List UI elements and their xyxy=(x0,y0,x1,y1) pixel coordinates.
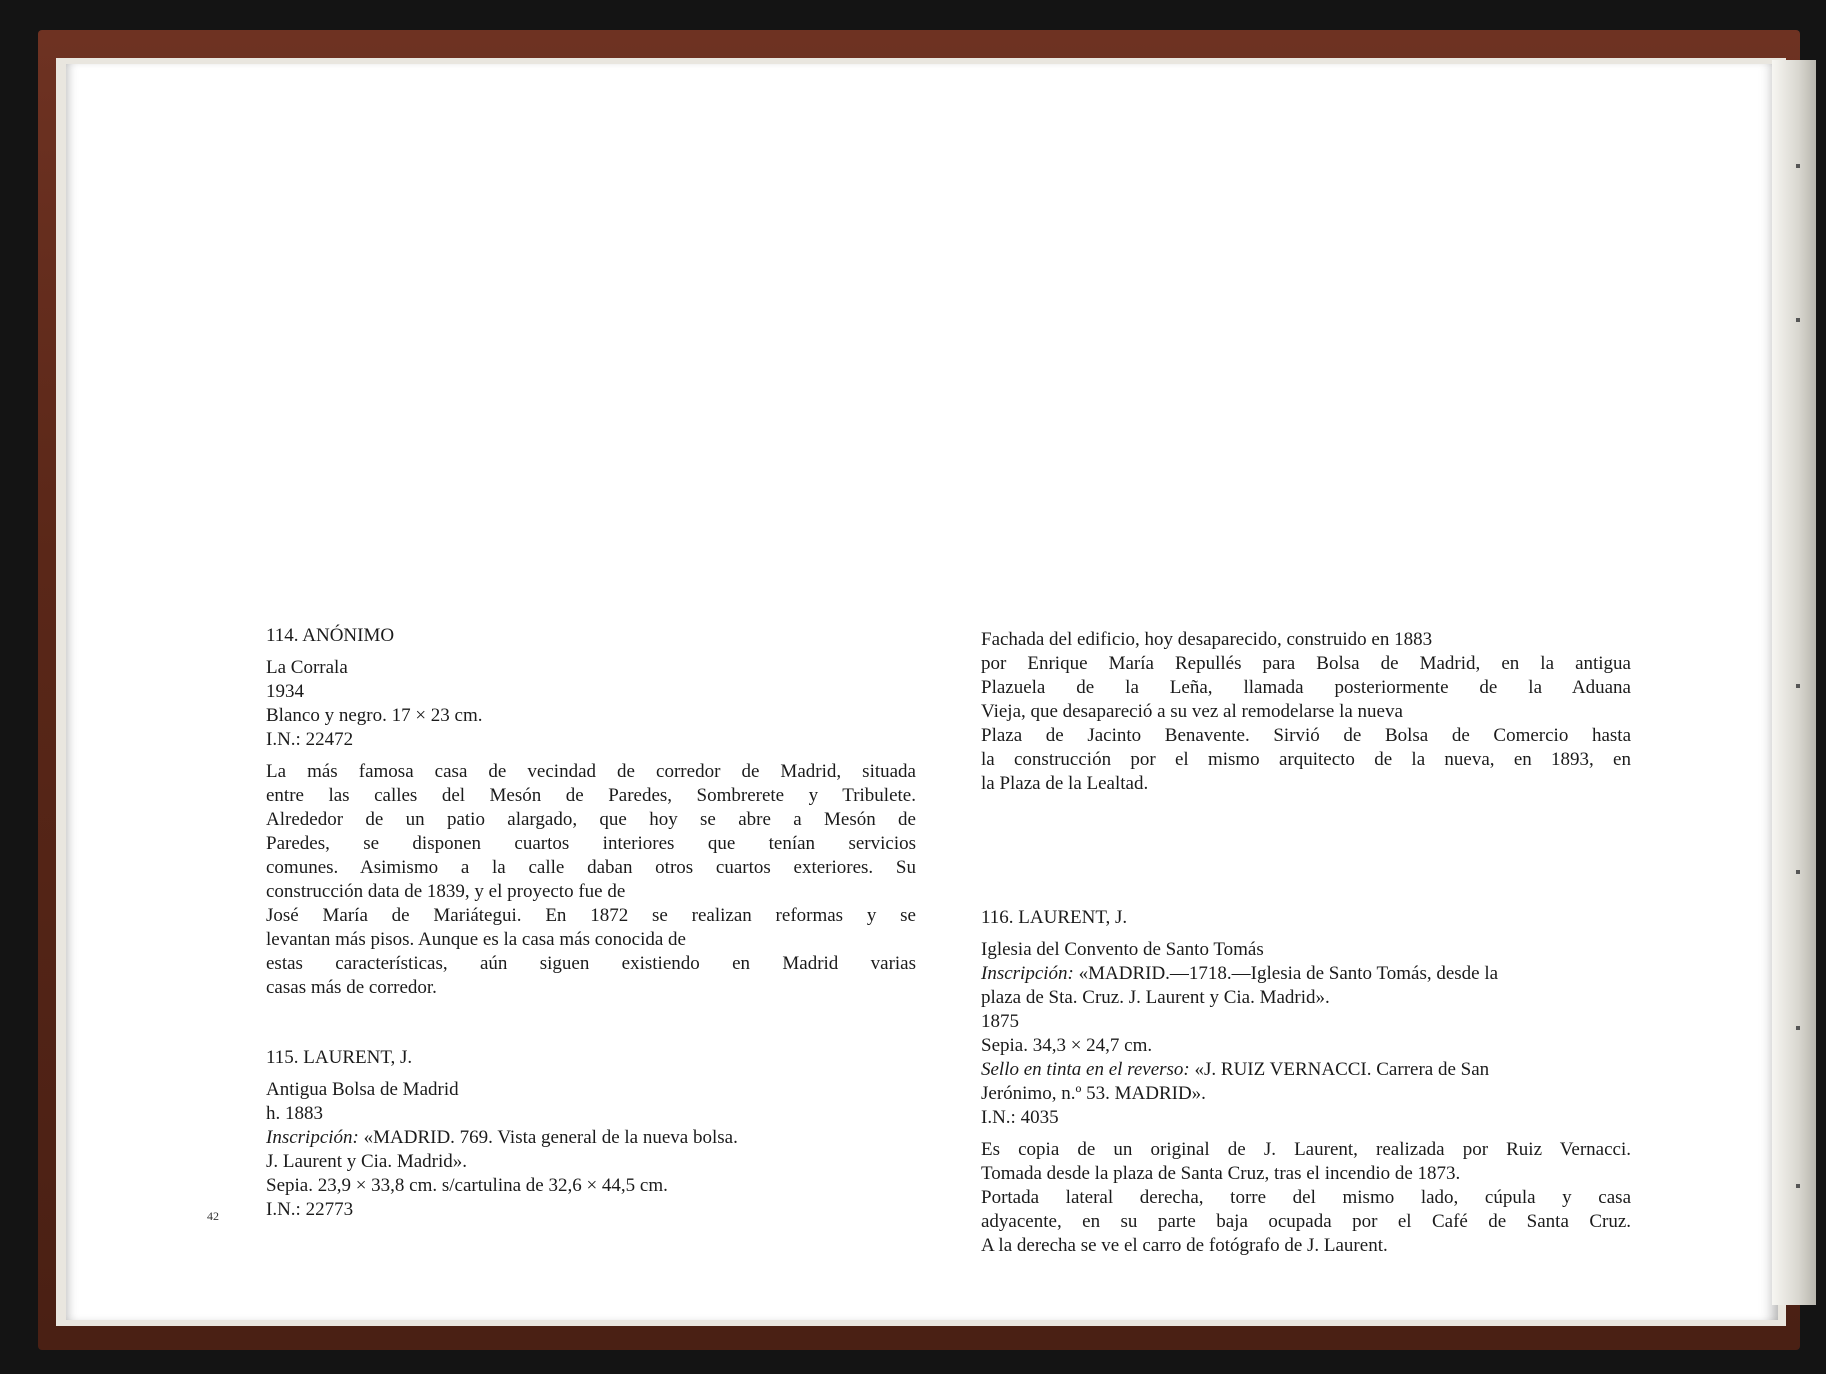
description-line: Plazuela de la Leña, llamada posteriormente de la Aduana xyxy=(981,677,1631,698)
entry-115-description xyxy=(981,628,1631,796)
description-line: la construcción por el mismo arquitecto de la nueva, en 1893, en xyxy=(981,749,1631,770)
page-number: 42 xyxy=(207,1209,219,1223)
spine-mark xyxy=(1796,1026,1800,1030)
entry-stamp-cont: Jerónimo, n.º 53. MADRID». xyxy=(981,1083,1206,1104)
inscription-text: «MADRID.—1718.—Iglesia de Santo Tomás, desde la xyxy=(1073,963,1499,984)
entry-technique: Blanco y negro. 17 × 23 cm. xyxy=(266,705,483,726)
spine-mark xyxy=(1796,870,1800,874)
description-line: Paredes, se disponen cuartos interiores que tenían servicios xyxy=(266,833,916,854)
entry-date: 1934 xyxy=(266,681,304,702)
left-column xyxy=(266,624,916,1222)
entry-stamp xyxy=(981,1058,1631,1082)
spine-mark xyxy=(1796,318,1800,322)
description-line: A la derecha se ve el carro de fotógrafo de J. Laurent. xyxy=(981,1235,1388,1256)
description-line: por Enrique María Repullés para Bolsa de Madrid, en la antigua xyxy=(981,653,1631,674)
description-line: comunes. Asimismo a la calle daban otros cuartos exteriores. Su xyxy=(266,857,916,878)
entry-date: h. 1883 xyxy=(266,1103,323,1124)
entry-date: 1875 xyxy=(981,1011,1019,1032)
spine-mark xyxy=(1796,684,1800,688)
entry-115 xyxy=(266,1046,916,1222)
description-line: José María de Mariátegui. En 1872 se realizan reformas y se xyxy=(266,905,916,926)
description-line: construcción data de 1839, y el proyecto fue de xyxy=(266,881,626,902)
description-line: Fachada del edificio, hoy desaparecido, construido en 1883 xyxy=(981,629,1433,650)
entry-inventory: I.N.: 22773 xyxy=(266,1199,354,1220)
description-line: levantan más pisos. Aunque es la casa más conocida de xyxy=(266,929,686,950)
entry-inscription xyxy=(981,962,1631,986)
spine-mark xyxy=(1796,1184,1800,1188)
description-line: La más famosa casa de vecindad de corredor de Madrid, situada xyxy=(266,761,916,782)
stamp-text: «J. RUIZ VERNACCI. Carrera de San xyxy=(1189,1059,1490,1080)
description-line: estas características, aún siguen existiendo en Madrid varias xyxy=(266,953,916,974)
entry-inscription-cont: plaza de Sta. Cruz. J. Laurent y Cia. Madrid». xyxy=(981,987,1330,1008)
entry-title: La Corrala xyxy=(266,657,348,678)
entry-inventory: I.N.: 4035 xyxy=(981,1107,1059,1128)
entry-inscription-cont: J. Laurent y Cia. Madrid». xyxy=(266,1151,468,1172)
spine-mark xyxy=(1796,164,1800,168)
description-line: entre las calles del Mesón de Paredes, Sombrerete y Tribulete. xyxy=(266,785,916,806)
right-column xyxy=(981,628,1631,1258)
description-line: adyacente, en su parte baja ocupada por el Café de Santa Cruz. xyxy=(981,1211,1631,1232)
inscription-text: «MADRID. 769. Vista general de la nueva bolsa. xyxy=(358,1127,738,1148)
stamp-label: Sello en tinta en el reverso: xyxy=(981,1059,1190,1080)
inscription-label: Inscripción: xyxy=(981,963,1074,984)
entry-technique: Sepia. 23,9 × 33,8 cm. s/cartulina de 32,6 × 44,5 cm. xyxy=(266,1175,668,1196)
description-line: Portada lateral derecha, torre del mismo lado, cúpula y casa xyxy=(981,1187,1631,1208)
entry-heading: 114. ANÓNIMO xyxy=(266,625,395,646)
entry-title: Iglesia del Convento de Santo Tomás xyxy=(981,939,1264,960)
inscription-label: Inscripción: xyxy=(266,1127,359,1148)
description-line: la Plaza de la Lealtad. xyxy=(981,773,1149,794)
description-line: casas más de corredor. xyxy=(266,977,437,998)
entry-116 xyxy=(981,906,1631,1258)
spine-edge xyxy=(1772,60,1816,1305)
description-line: Plaza de Jacinto Benavente. Sirvió de Bolsa de Comercio hasta xyxy=(981,725,1631,746)
description-line: Vieja, que desapareció a su vez al remodelarse la nueva xyxy=(981,701,1403,722)
description-line: Es copia de un original de J. Laurent, realizada por Ruiz Vernacci. xyxy=(981,1139,1631,1160)
entry-inventory: I.N.: 22472 xyxy=(266,729,354,750)
entry-inscription xyxy=(266,1126,916,1150)
entry-heading: 115. LAURENT, J. xyxy=(266,1047,413,1068)
entry-title: Antigua Bolsa de Madrid xyxy=(266,1079,459,1100)
entry-description xyxy=(981,1138,1631,1258)
entry-114 xyxy=(266,624,916,1000)
entry-technique: Sepia. 34,3 × 24,7 cm. xyxy=(981,1035,1153,1056)
entry-heading: 116. LAURENT, J. xyxy=(981,907,1128,928)
description-line: Tomada desde la plaza de Santa Cruz, tras el incendio de 1873. xyxy=(981,1163,1461,1184)
entry-description xyxy=(266,760,916,1000)
description-line: Alrededor de un patio alargado, que hoy se abre a Mesón de xyxy=(266,809,916,830)
